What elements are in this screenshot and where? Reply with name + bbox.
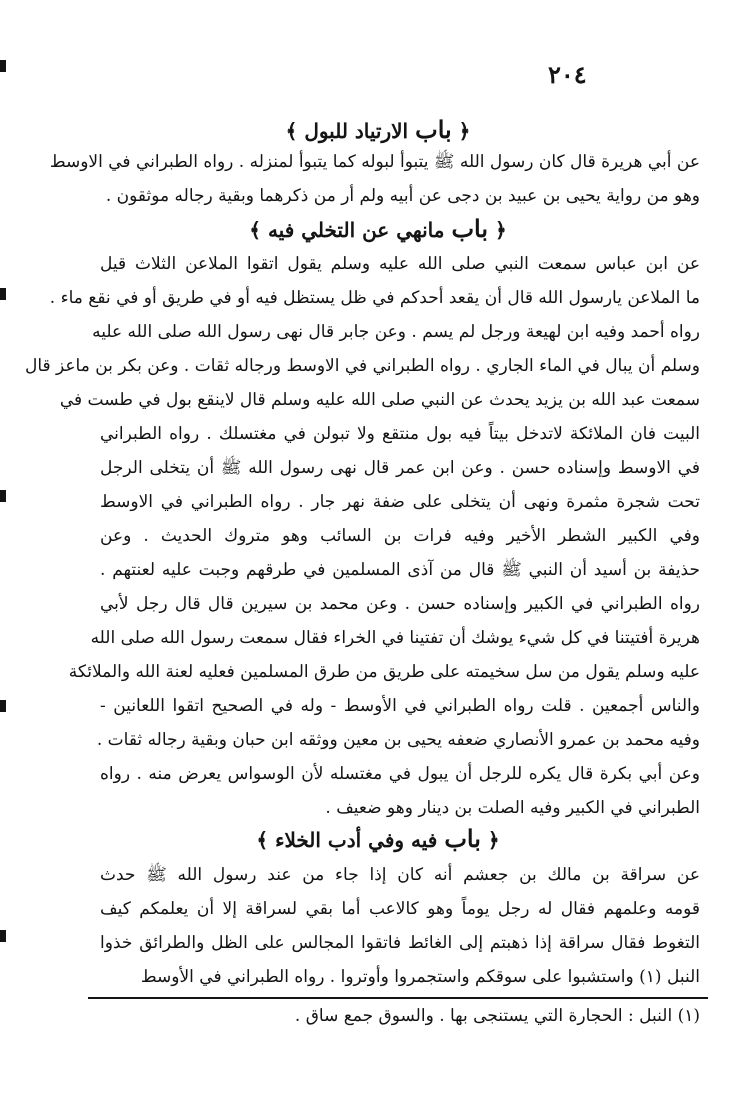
- heading-word: باب: [444, 824, 481, 853]
- section-heading-1: [0, 115, 756, 144]
- scan-edge-mark: [0, 60, 6, 72]
- heading-bracket-close: ﴾: [249, 218, 261, 242]
- footnote-divider: [88, 997, 708, 999]
- heading-word: باب: [415, 115, 452, 144]
- footnote: (١) النبل : الحجارة التي يستنجى بها . والسوق جمع ساق .: [294, 1006, 700, 1026]
- text-line: البيت فان الملائكة لاتدخل بيتاً فيه بول منتقع ولا تبولن في مغتسلك . رواه الطبراني: [100, 424, 700, 444]
- heading-bracket-open: ﴿: [458, 119, 471, 143]
- text-line: وسلم أن يبال في الماء الجاري . رواه الطبراني في الاوسط ورجاله ثقات . وعن بكر بن ماعز قال: [24, 356, 700, 376]
- section-heading-2: [0, 214, 756, 243]
- text-line: التغوط فقال سراقة إذا ذهبتم إلى الغائط فاتقوا المجالس على الظل والطرائق خذوا: [100, 933, 700, 953]
- heading-title: مانهي عن التخلي فيه: [267, 218, 445, 242]
- text-line: وعن أبي بكرة قال يكره للرجل أن يبول في مغتسله لأن الوسواس يعرض منه . رواه: [100, 764, 700, 784]
- text-line: ما الملاعن يارسول الله قال أن يقعد أحدكم في ظل يستظل فيه أو في طريق أو في نقع ماء .: [49, 288, 700, 308]
- text-line: رواه أحمد وفيه ابن لهيعة ورجل لم يسم . وعن جابر قال نهى رسول الله صلى الله عليه: [92, 322, 700, 342]
- text-line: عن أبي هريرة قال كان رسول الله ﷺ يتبوأ لبوله كما يتبوأ لمنزله . رواه الطبراني في الاوسط: [49, 152, 700, 172]
- text-line: في الاوسط وإسناده حسن . وعن ابن عمر قال نهى رسول الله ﷺ أن يتخلى الرجل: [100, 458, 700, 478]
- text-line: قومه وعلمهم فقال له رجل يوماً وهو كالاعب أما بقي لسراقة إلا أن يعلمكم كيف: [100, 899, 700, 919]
- text-line: وفي الكبير الشطر الأخير وفيه فرات بن السائب وهو متروك الحديث . وعن: [100, 526, 700, 546]
- heading-bracket-close: ﴾: [256, 828, 269, 852]
- text-line: والناس أجمعين . قلت رواه الطبراني في الأوسط - وله في الصحيح اتقوا اللعانين -: [100, 696, 700, 716]
- text-line: عليه وسلم يقول من سل سخيمته على طريق من طرق المسلمين فعليه لعنة الله والملائكة: [68, 662, 700, 682]
- text-line: وفيه محمد بن عمرو الأنصاري ضعفه يحيى بن معين ووثقه ابن حبان وبقية رجاله ثقات .: [96, 730, 700, 750]
- heading-bracket-open: ﴿: [487, 828, 500, 852]
- heading-bracket-open: ﴿: [495, 218, 507, 242]
- text-line: سمعت عبد الله بن يزيد يحدث عن النبي صلى الله عليه وسلم قال لاينقع بول في طست في: [59, 390, 700, 410]
- scan-edge-mark: [0, 288, 6, 300]
- section-heading-3: [0, 824, 756, 853]
- text-line: تحت شجرة مثمرة ونهى أن يتخلى على ضفة نهر جار . رواه الطبراني في الاوسط: [100, 492, 700, 512]
- scan-edge-mark: [0, 930, 6, 942]
- heading-bracket-close: ﴾: [285, 119, 298, 143]
- heading-title: الارتياد للبول: [304, 119, 409, 143]
- text-line: رواه الطبراني في الكبير وإسناده حسن . وعن محمد بن سيرين قال قال رجل لأبي: [100, 594, 700, 614]
- text-line: عن ابن عباس سمعت النبي صلى الله عليه وسلم يقول اتقوا الملاعن الثلاث قيل: [100, 254, 700, 274]
- heading-title: فيه وفي أدب الخلاء: [275, 828, 438, 852]
- page-number: ٢٠٤: [548, 60, 587, 89]
- text-line: الطبراني في الكبير وفيه الصلت بن دينار وهو ضعيف .: [325, 798, 700, 818]
- scan-edge-mark: [0, 490, 6, 502]
- text-line: عن سراقة بن مالك بن جعشم أنه كان إذا جاء من عند رسول الله ﷺ حدث: [100, 865, 700, 885]
- heading-word: باب: [451, 214, 489, 243]
- text-line: النبل (١) واستشبوا على سوقكم واستجمروا وأوتروا . رواه الطبراني في الأوسط: [140, 967, 700, 987]
- text-line: هريرة أفتيتنا في كل شيء يوشك أن تفتينا في الخراء فقال سمعت رسول الله صلى الله: [90, 628, 700, 648]
- text-line: حذيفة بن أسيد أن النبي ﷺ قال من آذى المسلمين في طرقهم وجبت عليه لعنتهم .: [100, 560, 700, 580]
- scan-edge-mark: [0, 700, 6, 712]
- text-line: وهو من رواية يحيى بن عبيد بن دجى عن أبيه ولم أر من ذكرهما وبقية رجاله موثقون .: [105, 186, 700, 206]
